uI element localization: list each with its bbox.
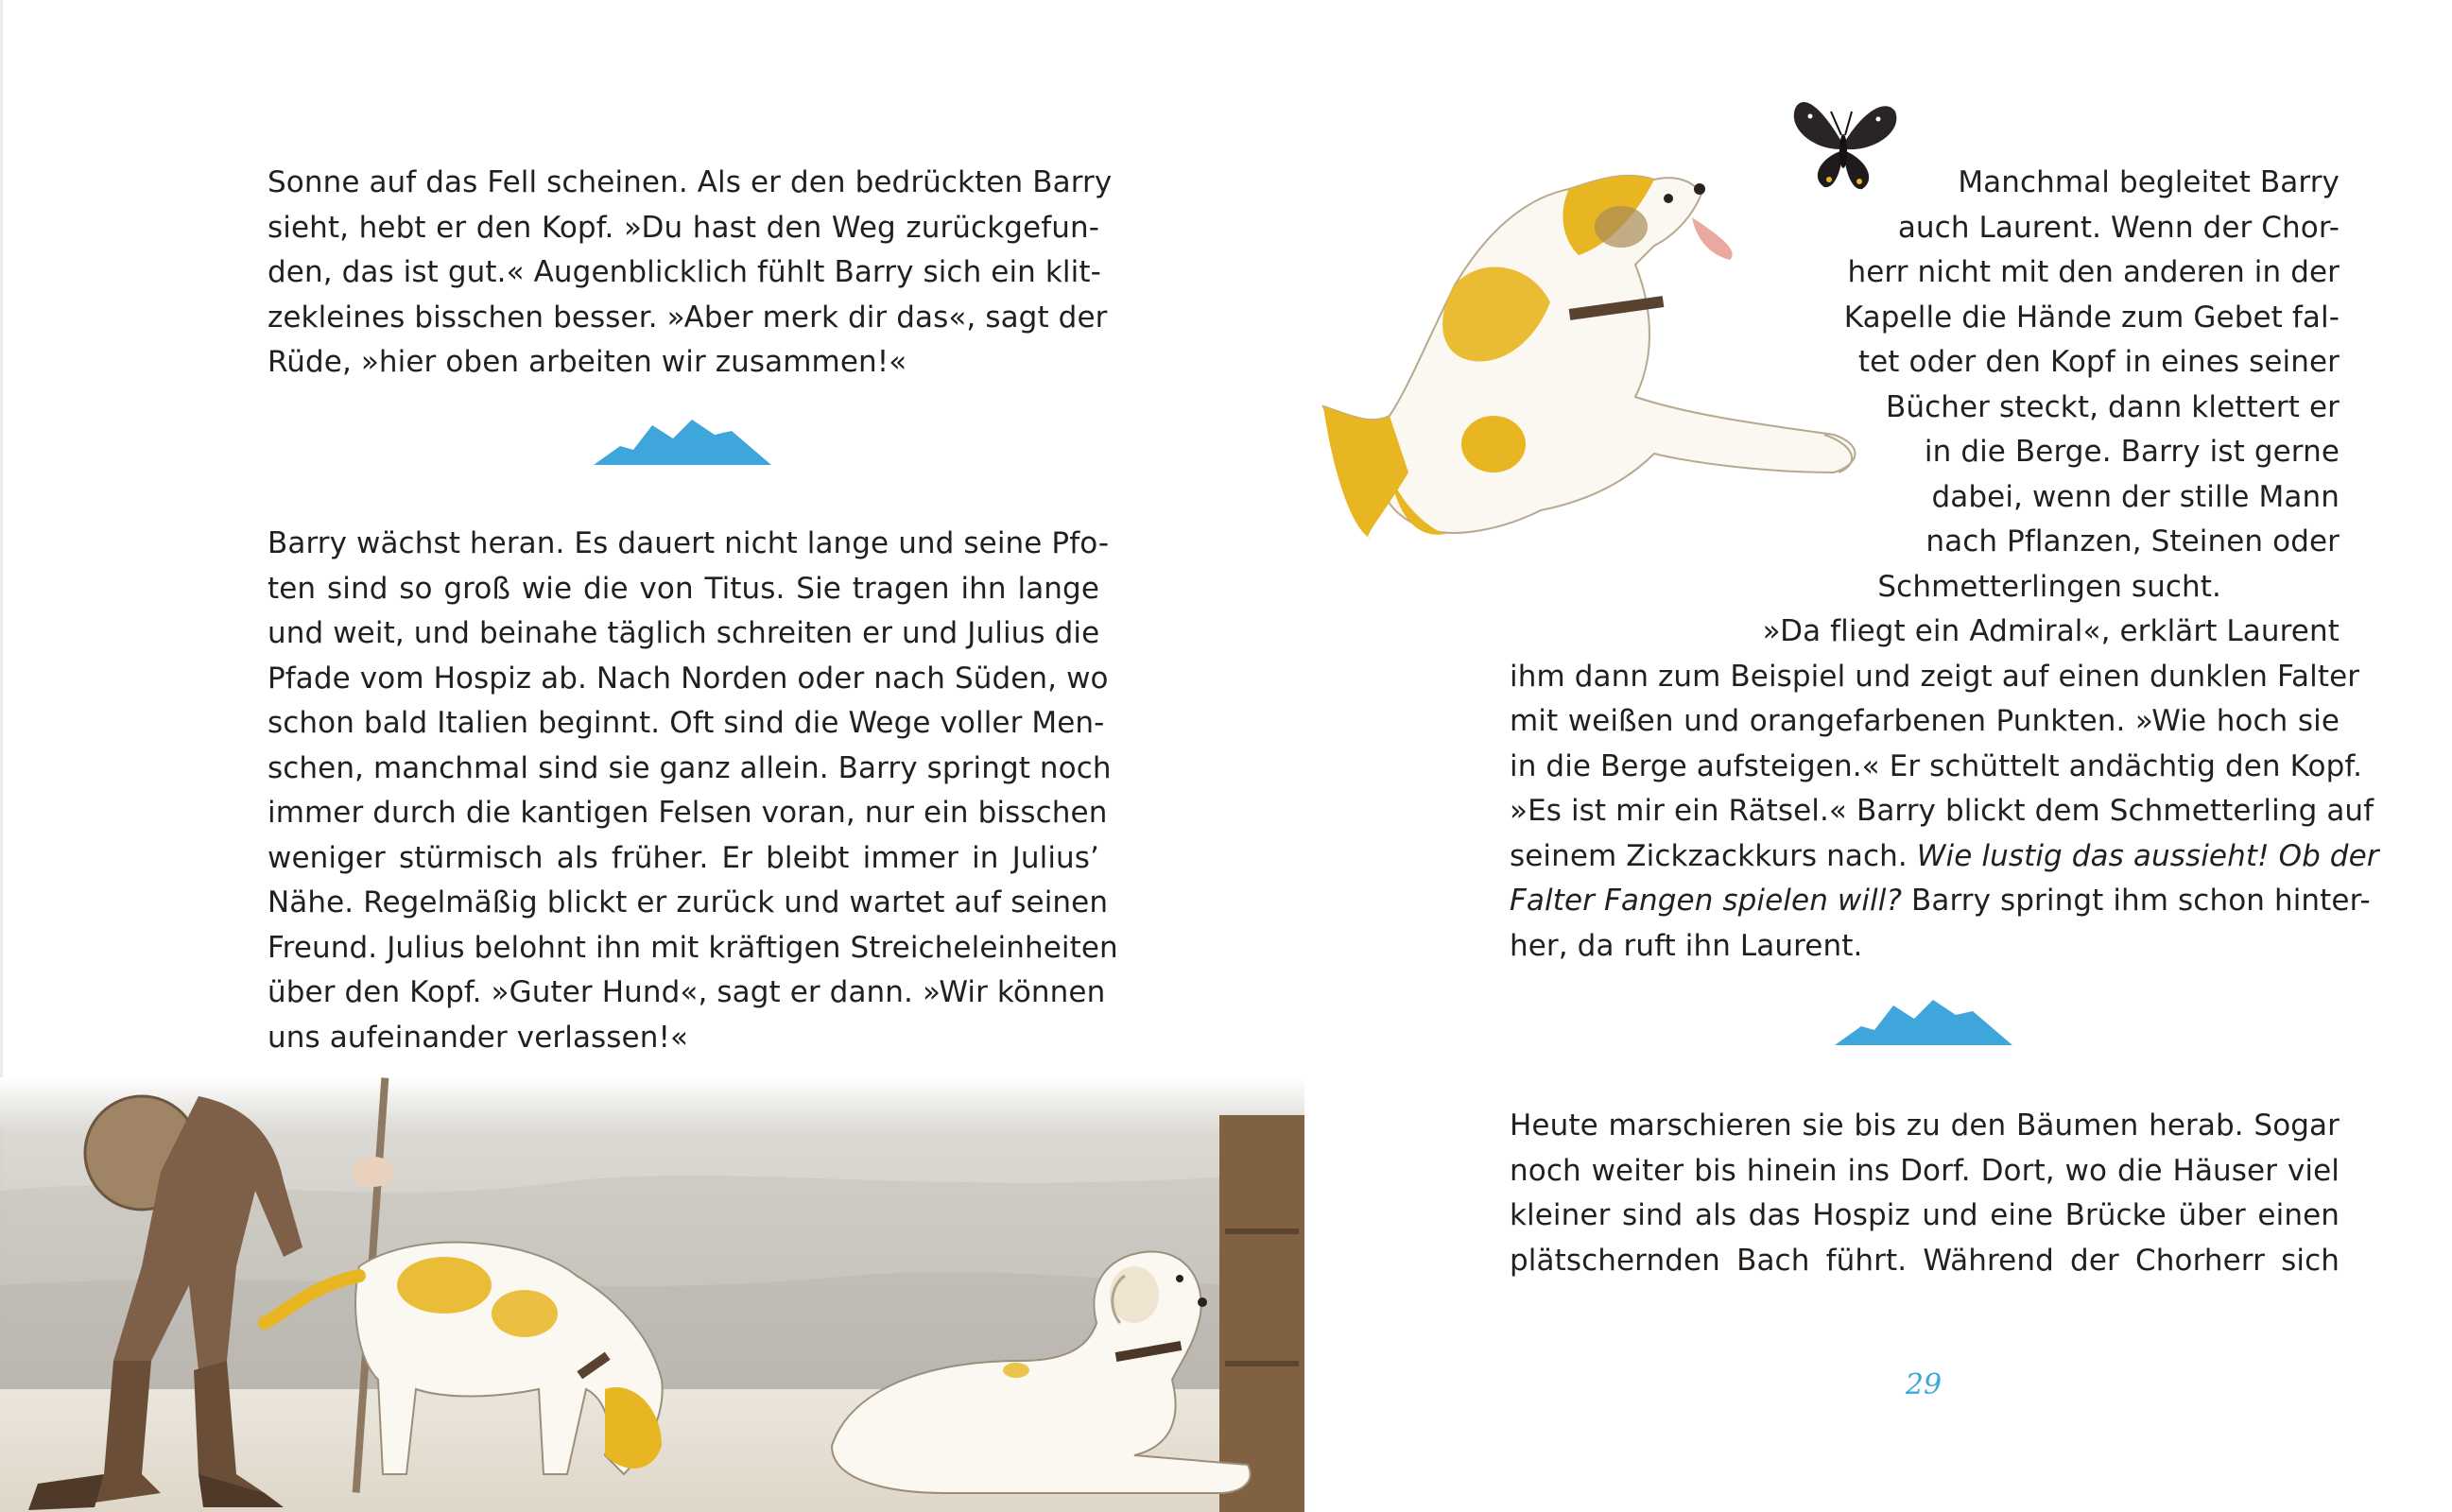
text-line: nach Pflanzen, Steinen oder — [1925, 524, 2340, 558]
italic-thought: Falter Fangen spielen will? — [1510, 884, 1903, 918]
text-line: schen, manchmal sind sie ganz allein. Barry springt noch — [268, 750, 1112, 785]
text-line: zekleines bisschen besser. »Aber merk dir das«, sagt der — [268, 300, 1108, 335]
text-line: uns aufeinander verlassen!« — [268, 1020, 689, 1055]
text-line: über den Kopf. »Guter Hund«, sagt er dann. »Wir können — [268, 975, 1106, 1009]
text-line: tet oder den Kopf in eines seiner — [1857, 345, 2340, 379]
text-line: auch Laurent. Wenn der Chor- — [1897, 210, 2340, 245]
text-line: herr nicht mit den anderen in der — [1847, 255, 2340, 289]
text-run: seinem Zickzackkurs nach. — [1510, 838, 1908, 873]
text-line: kleiner sind als das Hospiz und eine Brücke über einen — [1510, 1198, 2340, 1232]
text-line: Heute marschieren sie bis zu den Bäumen herab. Sogar — [1510, 1108, 2340, 1143]
text-line: Freund. Julius belohnt ihn mit kräftigen Streicheleinheiten — [268, 930, 1118, 965]
text-line: »Es ist mir ein Rätsel.« Barry blickt dem Schmetterling auf — [1510, 794, 2374, 828]
right-paragraph-2 — [1510, 1104, 2340, 1283]
text-line: Bücher steckt, dann klettert er — [1885, 389, 2340, 424]
text-line: Manchmal begleitet Barry — [1958, 165, 2340, 199]
page-number: 29 — [1905, 1368, 1943, 1401]
text-line: den, das ist gut.« Augenblicklich fühlt Barry sich ein klit- — [268, 255, 1101, 289]
text-line: Barry wächst heran. Es dauert nicht lange und seine Pfo- — [268, 526, 1110, 560]
text-line: dabei, wenn der stille Mann — [1931, 479, 2340, 514]
text-line: sieht, hebt er den Kopf. »Du hast den Weg zurückgefun- — [268, 210, 1099, 245]
text-line: her, da ruft ihn Laurent. — [1510, 928, 1863, 963]
text-line: ihm dann zum Beispiel und zeigt auf einen dunklen Falter — [1510, 659, 2360, 694]
text-line: in die Berge. Barry ist gerne — [1924, 435, 2340, 469]
text-line: Rüde, »hier oben arbeiten wir zusammen!« — [268, 345, 907, 379]
text-run: Barry springt ihm schon hinter- — [1911, 884, 2371, 918]
text-line: Sonne auf das Fell scheinen. Als er den bedrückten Barry — [268, 165, 1113, 199]
text-line — [1510, 834, 2379, 880]
text-line: »Da fliegt ein Admiral«, erklärt Laurent — [1762, 614, 2340, 648]
italic-thought: Wie lustig das aussieht! Ob der — [1916, 838, 2379, 873]
text-line: immer durch die kantigen Felsen voran, nur ein bisschen — [268, 796, 1108, 830]
text-line: Kapelle die Hände zum Gebet fal- — [1843, 300, 2340, 335]
text-line: schon bald Italien beginnt. Oft sind die Wege voller Men- — [268, 706, 1105, 740]
illustration-hiker-and-dogs — [0, 1077, 1304, 1512]
text-line: Nähe. Regelmäßig blickt er zurück und wartet auf seinen — [268, 885, 1109, 919]
text-line: weniger stürmisch als früher. Er bleibt immer in Julius’ — [268, 840, 1099, 875]
mountain-divider-icon — [594, 414, 771, 467]
text-line: mit weißen und orangefarbenen Punkten. »Wie hoch sie — [1510, 704, 2340, 738]
text-line: noch weiter bis hinein ins Dorf. Dort, wo die Häuser viel — [1510, 1153, 2340, 1188]
left-paragraph-2 — [268, 522, 1118, 1060]
text-line — [1510, 879, 2371, 924]
left-paragraph-1 — [268, 161, 1113, 386]
text-line: Pfade vom Hospiz ab. Nach Norden oder nach Süden, wo — [268, 661, 1109, 696]
text-line: plätschernden Bach führt. Während der Chorherr sich — [1510, 1243, 2340, 1278]
text-line: in die Berge aufsteigen.« Er schüttelt andächtig den Kopf. — [1510, 748, 2363, 783]
text-line: Schmetterlingen sucht. — [1877, 569, 2221, 604]
mountain-divider-icon — [1835, 994, 2012, 1047]
text-line: ten sind so groß wie die von Titus. Sie tragen ihn lange — [268, 571, 1099, 606]
right-paragraph-1 — [1510, 161, 2379, 969]
text-line: und weit, und beinahe täglich schreiten er und Julius die — [268, 616, 1100, 650]
